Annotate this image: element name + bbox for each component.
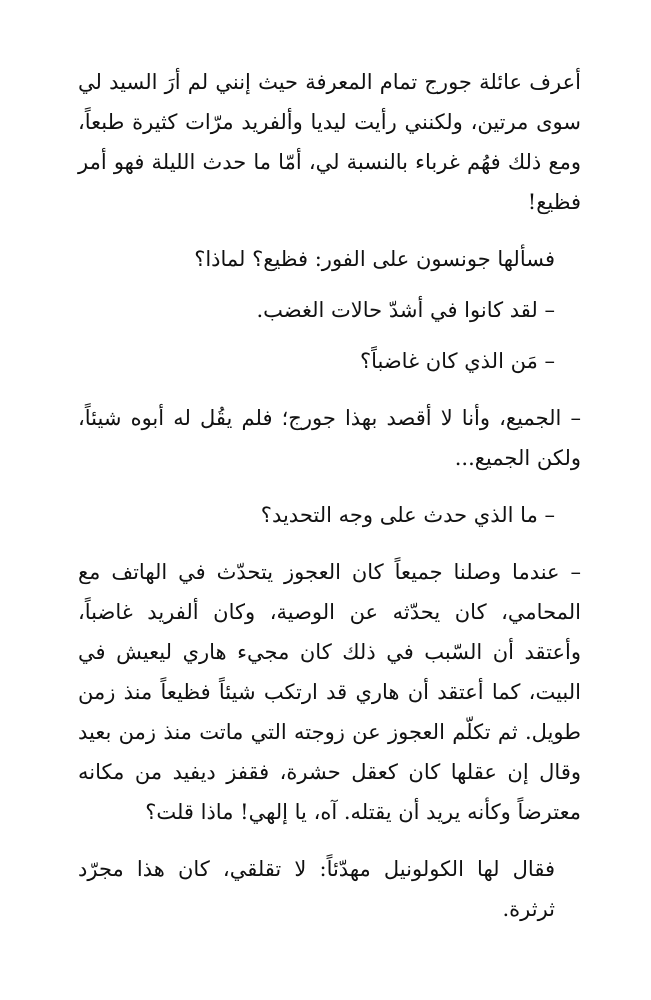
- book-page: [78, 62, 581, 946]
- paragraph-narration-opening: أعرف عائلة جورج تمام المعرفة حيث إنني لم أرَ السيد لي سوى مرتين، ولكنني رأيت ليديا وألفريد مرّات كثيرة طبعاً، ومع ذلك فهُم غرباء بالنسبة لي، أمّا ما حدث الليلة فهو أمر فظيع!: [78, 70, 581, 214]
- paragraph-johnson-question: فسألها جونسون على الفور: فظيع؟ لماذا؟: [194, 247, 555, 271]
- paragraph-dialog-who: – مَن الذي كان غاضباً؟: [359, 349, 555, 373]
- paragraph-dialog-long-account: – عندما وصلنا جميعاً كان العجوز يتحدّث في الهاتف مع المحامي، كان يحدّثه عن الوصية، وكان ألفريد غاضباً، وأعتقد أن السّبب في ذلك كان مجيء هاري ليعيش في البيت، كما أعتقد أن هاري قد ارتكب شيئاً فظيعاً منذ زمن طويل. ثم تكلّم العجوز عن زوجته التي ماتت منذ زمن بعيد وقال إن عقلها كان كعقل حشرة، فقفز ديفيد من مكانه معترضاً وكأنه يريد أن يقتله. آه، يا إلهي! ماذا قلت؟: [78, 560, 581, 824]
- paragraph-dialog-everyone: – الجميع، وأنا لا أقصد بهذا جورج؛ فلم يقُل له أبوه شيئاً، ولكن الجميع...: [78, 406, 581, 470]
- paragraph-dialog-anger: – لقد كانوا في أشدّ حالات الغضب.: [256, 298, 555, 322]
- paragraph-dialog-what-happened: – ما الذي حدث على وجه التحديد؟: [260, 503, 555, 527]
- paragraph-colonel-reply: فقال لها الكولونيل مهدّئاً: لا تقلقي، كان هذا مجرّد ثرثرة.: [78, 857, 555, 921]
